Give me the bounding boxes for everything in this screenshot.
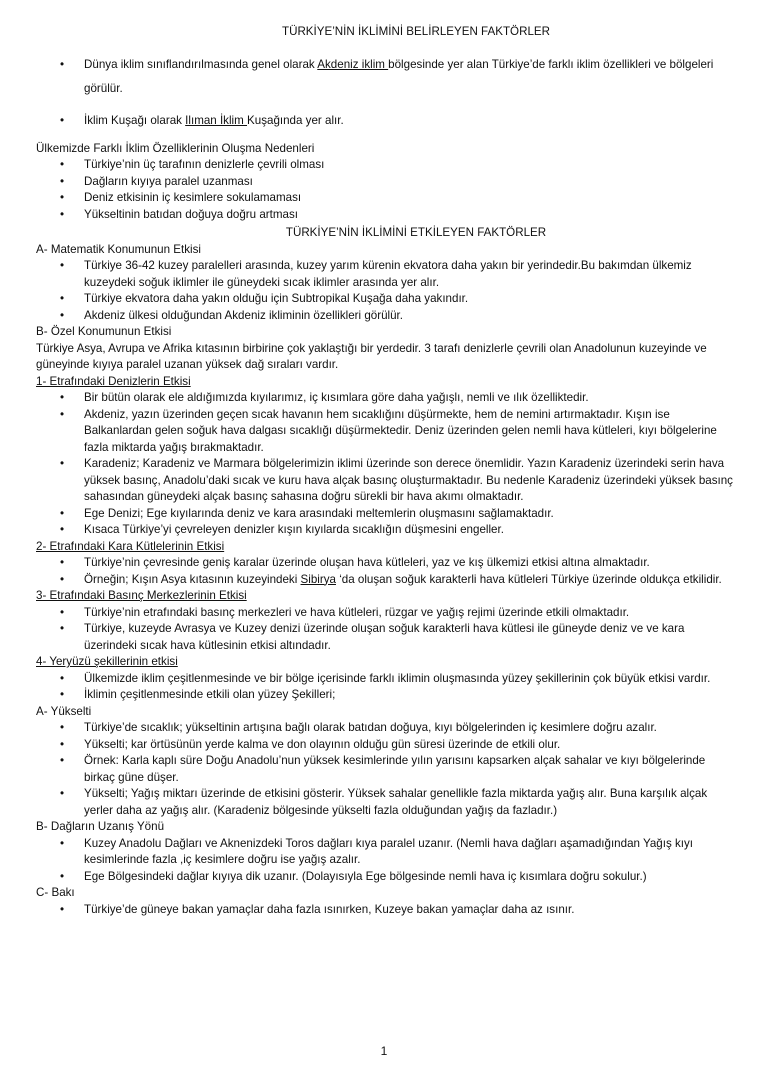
list-item: • Türkiye’de sıcaklık; yükseltinin artışına bağlı olarak batıdan doğuya, kıyı bölgelerinden iç kesimlere doğru azalır. — [36, 720, 736, 737]
sub3-list — [36, 605, 736, 655]
list-item: • Ege Bölgesindeki dağlar kıyıya dik uzanır. (Dolayısıyla Ege bölgesinde nemli hava iç kısımlara doğru sokulur.) — [36, 869, 736, 886]
sub3-heading: 3- Etrafındaki Basınç Merkezlerinin Etkisi — [36, 589, 247, 602]
list-item: • Ülkemizde iklim çeşitlenmesinde ve bir bölge içerisinde farklı iklimin oluşmasında yüzey şekillerinin çok büyük etkisi vardır. — [36, 671, 736, 688]
reasons-heading: Ülkemizde Farklı İklim Özelliklerinin Oluşma Nedenleri — [36, 141, 315, 155]
sub1-heading: 1- Etrafındaki Denizlerin Etkisi — [36, 374, 191, 388]
sub-a-list — [36, 720, 736, 819]
list-item: • Türkiye 36-42 kuzey paralelleri arasında, kuzey yarım kürenin ekvatora daha yakın bir yerindedir.Bu bakımdan ülkemiz kuzeydeki soğuk iklimler ile güneydeki sıcak iklimler arasında yer alır. — [36, 258, 736, 291]
sub-a-heading: A- Yükselti — [36, 704, 92, 718]
sub-c-heading: C- Bakı — [36, 886, 75, 899]
page-number: 1 — [380, 1044, 388, 1058]
sub-b-list — [36, 836, 736, 886]
section-a-list — [36, 258, 736, 324]
intro-list — [36, 53, 736, 133]
sub4-heading: 4- Yeryüzü şekillerinin etkisi — [36, 655, 178, 668]
list-item: • Örnek: Karla kaplı süre Doğu Anadolu’nun yüksek kesimlerinde yılın yarısını kapsarken alçak sahalar ve kıyı bölgelerinde birkaç güne düşer. — [36, 753, 736, 786]
list-item: • Yükseltinin batıdan doğuya doğru artması — [36, 207, 736, 224]
list-item: • Dağların kıyıya paralel uzanması — [36, 174, 736, 191]
list-item: • Kısaca Türkiye’yi çevreleyen denizler kışın kıyılarda sıcaklığın düşmesini engeller. — [36, 522, 736, 539]
sub4-list — [36, 671, 736, 704]
section-b-text: Türkiye Asya, Avrupa ve Afrika kıtasının birbirine çok yaklaştığı bir yerdedir. 3 tarafı denizlerle çevrili olan Anadolunun kuzeyinde ve güneyinde kıyıya paralel uzanan yüksek dağ sıraları vardır. — [36, 341, 707, 371]
list-item: • Kuzey Anadolu Dağları ve Aknenizdeki Toros dağları kıya paralel uzanır. (Nemli hava dağları aşamadığından Yağış kıyı kesimlerinde fazla ,iç kesimlere doğru ise yağış azalır. — [36, 836, 736, 869]
sub2-heading: 2- Etrafındaki Kara Kütlelerinin Etkisi — [36, 539, 225, 553]
list-item: • İklimin çeşitlenmesinde etkili olan yüzey Şekilleri; — [36, 687, 736, 704]
list-item: • İklim Kuşağı olarak Ilıman İklim Kuşağında yer alır. — [36, 109, 736, 133]
list-item: • Dünya iklim sınıflandırılmasında genel olarak Akdeniz iklim bölgesinde yer alan Türkiye’de farklı iklim özellikleri ve bölgeleri görülür. — [36, 53, 736, 101]
sub-b-heading: B- Dağların Uzanış Yönü — [36, 820, 165, 833]
list-item: • Deniz etkisinin iç kesimlere sokulamaması — [36, 190, 736, 207]
list-item: • Türkiye ekvatora daha yakın olduğu için Subtropikal Kuşağa daha yakındır. — [36, 291, 736, 308]
section-b-heading: B- Özel Konumunun Etkisi — [36, 325, 172, 338]
section-a-heading: A- Matematik Konumunun Etkisi — [36, 242, 201, 256]
document-page — [36, 24, 736, 918]
list-item: • Karadeniz; Karadeniz ve Marmara bölgelerimizin iklimi üzerinde son derece önemlidir. Yazın Karadeniz üzerindeki serin hava yüksek basınç, Anadolu’daki sıcak ve kuru hava alçak basınç oluşturmaktadır. Bu nedenle Karadeniz üzerindeki yüksek basınç sahasından güneydeki alçak basınç sahasına doğru sürekli bir hava akımı olmaktadır. — [36, 456, 736, 506]
list-item: • Akdeniz ülkesi olduğundan Akdeniz ikliminin özellikleri görülür. — [36, 308, 736, 325]
list-item: • Akdeniz, yazın üzerinden geçen sıcak havanın hem sıcaklığını düşürmekte, hem de nemini artırmaktadır. Kışın ise Balkanlardan gelen soğuk hava dalgası sıcaklığı düşürmektedir. Deniz üzerinden gelen nemli hava kütleleri, kıyı bölgelerine fazla miktarda yağış bırakmaktadır. — [36, 407, 736, 457]
section-title: TÜRKİYE’NİN İKLİMİNİ ETKİLEYEN FAKTÖRLER — [285, 226, 547, 239]
list-item: • Örneğin; Kışın Asya kıtasının kuzeyindeki Sibirya ‘da oluşan soğuk karakterli hava kütleleri Türkiye üzerinde oldukça etkilidir. — [36, 572, 736, 589]
list-item: • Türkiye’nin etrafındaki basınç merkezleri ve hava kütleleri, rüzgar ve yağış rejimi üzerinde etkili olmaktadır. — [36, 605, 736, 622]
list-item: • Ege Denizi; Ege kıyılarında deniz ve kara arasındaki meltemlerin oluşmasını sağlamaktadır. — [36, 506, 736, 523]
sub-c-list — [36, 902, 736, 919]
list-item: • Türkiye’nin çevresinde geniş karalar üzerinde oluşan hava kütleleri, yaz ve kış ülkemizi etkisi altına almaktadır. — [36, 555, 736, 572]
reasons-list — [36, 157, 736, 223]
sub1-list — [36, 390, 736, 539]
list-item: • Yükselti; kar örtüsünün yerde kalma ve don olayının olduğu gün süresi üzerinde de etkili olur. — [36, 737, 736, 754]
list-item: • Türkiye’de güneye bakan yamaçlar daha fazla ısınırken, Kuzeye bakan yamaçlar daha az ısınır. — [36, 902, 736, 919]
list-item: • Türkiye’nin üç tarafının denizlerle çevrili olması — [36, 157, 736, 174]
list-item: • Yükselti; Yağış miktarı üzerinde de etkisini gösterir. Yüksek sahalar genellikle fazla miktarda yağış alır. Buna karşılık alçak yerler daha az yağış alır. (Karadeniz bölgesinde yükselti fazla olduğundan yağış da fazladır.) — [36, 786, 736, 819]
page-title: TÜRKİYE’NİN İKLİMİNİ BELİRLEYEN FAKTÖRLER — [281, 25, 550, 38]
sub2-list — [36, 555, 736, 588]
list-item: • Bir bütün olarak ele aldığımızda kıyılarımız, iç kısımlara göre daha yağışlı, nemli ve ılık özelliktedir. — [36, 390, 736, 407]
list-item: • Türkiye, kuzeyde Avrasya ve Kuzey denizi üzerinde oluşan soğuk karakterli hava kütlesi ile güneyde deniz ve ve kara üzerindeki sıcak hava kütlesinin etkisi altındadır. — [36, 621, 736, 654]
